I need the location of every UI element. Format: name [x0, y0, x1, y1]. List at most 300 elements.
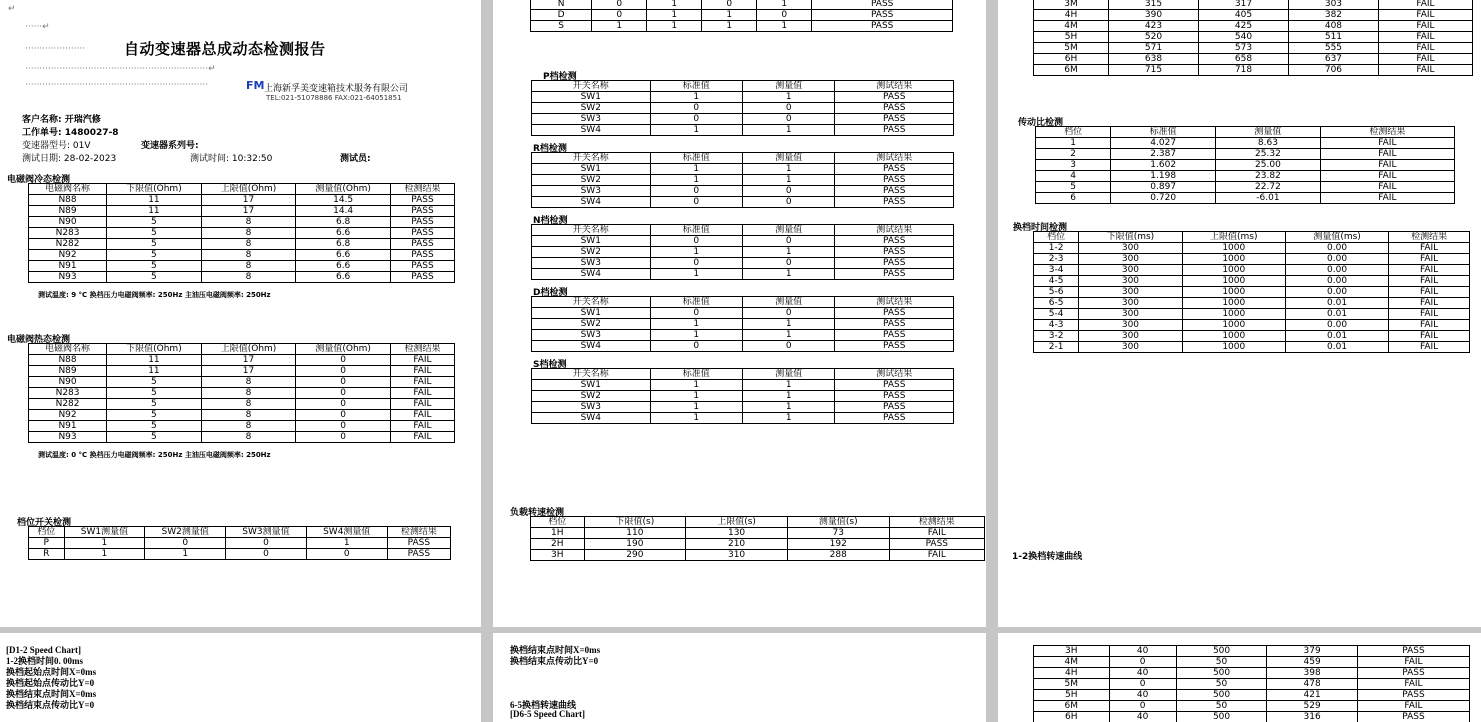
table-cell: 17	[201, 366, 296, 377]
table-cell: 23.82	[1216, 171, 1321, 182]
table-cell: 2-3	[1034, 254, 1079, 265]
table-cell: 520	[1109, 32, 1199, 43]
table-cell: 1	[145, 549, 226, 560]
column-header: 检测结果	[1389, 232, 1470, 243]
table-cell: 1	[306, 538, 387, 549]
table-cell: 390	[1109, 10, 1199, 21]
shift-time-table	[1033, 231, 1470, 353]
page-5	[493, 633, 986, 722]
table-cell: 6H	[1034, 712, 1110, 722]
table-cell: FAIL	[390, 410, 454, 421]
table-cell: 3-2	[1034, 331, 1079, 342]
table-header-row	[532, 297, 954, 308]
column-header: SW3测量值	[226, 527, 307, 538]
table-cell: 1	[650, 319, 742, 330]
table-cell: 0	[702, 0, 757, 10]
table-cell: 40	[1109, 668, 1176, 679]
table-cell: 6	[1036, 193, 1111, 204]
table-row	[532, 197, 954, 208]
table-cell: 1	[650, 391, 742, 402]
load-speed-table-continued	[1033, 0, 1473, 76]
table-cell: PASS	[835, 391, 954, 402]
table-cell: SW3	[532, 330, 651, 341]
s-gear-table	[531, 368, 954, 424]
ratio-section-title: 传动比检测	[1018, 118, 1064, 128]
table-cell: PASS	[1357, 646, 1469, 657]
para-marks: ······↵	[25, 22, 50, 32]
table-row	[531, 539, 985, 550]
table-cell: 5	[107, 377, 202, 388]
table-row	[1034, 712, 1470, 722]
table-cell: 316	[1267, 712, 1358, 722]
table-cell: 637	[1288, 54, 1378, 65]
table-cell: 0	[742, 236, 834, 247]
table-cell: PASS	[835, 236, 954, 247]
table-cell: N90	[29, 217, 107, 228]
table-cell: 317	[1198, 0, 1288, 10]
table-row	[29, 399, 455, 410]
table-cell: 0	[650, 186, 742, 197]
info-line: 1-2换档时间0. 00ms	[6, 656, 83, 666]
table-cell: 25.32	[1216, 149, 1321, 160]
table-cell: 0.01	[1285, 342, 1388, 353]
table-cell: PASS	[387, 549, 450, 560]
table-cell: 40	[1109, 690, 1176, 701]
table-cell: 50	[1176, 679, 1267, 690]
table-cell: PASS	[390, 195, 454, 206]
table-row	[1034, 265, 1470, 276]
table-cell: 8	[201, 261, 296, 272]
table-cell: PASS	[835, 269, 954, 280]
table-cell: 1000	[1182, 265, 1285, 276]
hot-solenoid-table	[28, 343, 455, 443]
table-cell: 1	[64, 549, 145, 560]
column-header: 档位	[1036, 127, 1111, 138]
table-row	[1034, 298, 1470, 309]
para-marks: ↵	[8, 4, 16, 14]
table-row	[531, 0, 953, 10]
table-cell: 8	[201, 239, 296, 250]
table-cell: 6H	[1034, 54, 1109, 65]
table-row	[532, 413, 954, 424]
table-cell: 398	[1267, 668, 1358, 679]
table-cell: FAIL	[1389, 331, 1470, 342]
table-cell: 5H	[1034, 690, 1110, 701]
table-cell: 190	[584, 539, 686, 550]
table-cell: 1	[742, 175, 834, 186]
table-cell: FAIL	[1357, 701, 1469, 712]
table-row	[29, 228, 455, 239]
test-time: 测试时间: 10:32:50	[190, 154, 273, 164]
gear-switch-table	[28, 526, 451, 560]
table-cell: 25.00	[1216, 160, 1321, 171]
table-cell: FAIL	[1389, 265, 1470, 276]
column-header: 标准值	[650, 225, 742, 236]
column-header: 检测结果	[1320, 127, 1454, 138]
table-cell: 0.897	[1111, 182, 1216, 193]
table-cell: 0	[757, 10, 812, 21]
column-header: 测量值	[742, 369, 834, 380]
column-header: 开关名称	[532, 153, 651, 164]
table-cell: 1000	[1182, 309, 1285, 320]
table-cell: SW2	[532, 319, 651, 330]
table-cell: 500	[1176, 668, 1267, 679]
table-row	[29, 217, 455, 228]
table-cell: PASS	[835, 164, 954, 175]
table-cell: 1	[650, 247, 742, 258]
table-cell: 718	[1198, 65, 1288, 76]
hot-section-title: 电磁阀热态检测	[7, 335, 71, 345]
table-cell: N283	[29, 228, 107, 239]
table-cell: 1000	[1182, 287, 1285, 298]
table-cell: 73	[787, 528, 889, 539]
table-cell: 0	[296, 410, 391, 421]
table-cell: 5-4	[1034, 309, 1079, 320]
table-cell: 8	[201, 377, 296, 388]
table-cell: SW4	[532, 413, 651, 424]
table-cell: 1-2	[1034, 243, 1079, 254]
table-cell: PASS	[835, 330, 954, 341]
table-cell: 1	[742, 319, 834, 330]
table-cell: 0	[592, 0, 647, 10]
table-cell: FAIL	[1389, 342, 1470, 353]
table-row	[532, 258, 954, 269]
table-cell: 2.387	[1111, 149, 1216, 160]
hot-test-note: 测试温度: 0 °C 换档压力电磁阀频率: 250Hz 主油压电磁阀频率: 250Hz	[38, 451, 271, 459]
table-cell: 4-3	[1034, 320, 1079, 331]
table-cell: PASS	[1357, 690, 1469, 701]
table-cell: 3H	[531, 550, 585, 561]
column-header: 检测结果	[889, 517, 984, 528]
table-cell: 1000	[1182, 331, 1285, 342]
table-cell: N90	[29, 377, 107, 388]
table-cell: 0	[226, 538, 307, 549]
table-header-row	[531, 517, 985, 528]
p-gear-table	[531, 80, 954, 136]
column-header: SW4测量值	[306, 527, 387, 538]
table-row	[29, 250, 455, 261]
table-cell: 8.63	[1216, 138, 1321, 149]
customer-name: 客户名称: 开瑞汽修	[22, 115, 101, 125]
table-cell: FAIL	[1378, 54, 1472, 65]
table-cell: PASS	[835, 319, 954, 330]
table-cell: 715	[1109, 65, 1199, 76]
table-cell: 0	[226, 549, 307, 560]
table-cell: 1000	[1182, 298, 1285, 309]
table-cell: R	[29, 549, 65, 560]
table-cell: 303	[1288, 0, 1378, 10]
table-cell: 421	[1267, 690, 1358, 701]
table-cell: 706	[1288, 65, 1378, 76]
table-row	[1034, 331, 1470, 342]
table-row	[29, 388, 455, 399]
table-cell: 1H	[531, 528, 585, 539]
table-row	[1034, 254, 1470, 265]
table-cell: 192	[787, 539, 889, 550]
table-cell: 4	[1036, 171, 1111, 182]
table-cell: 1000	[1182, 320, 1285, 331]
info-line: 换档结束点时间X=0ms	[510, 645, 601, 655]
table-cell: N91	[29, 421, 107, 432]
table-cell: 0	[650, 308, 742, 319]
column-header: 测量值(Ohm)	[296, 184, 391, 195]
info-line: 换档起始点传动比Y=0	[6, 678, 95, 688]
table-cell: 5-6	[1034, 287, 1079, 298]
table-cell: 0	[742, 308, 834, 319]
table-cell: N282	[29, 399, 107, 410]
column-header: 开关名称	[532, 369, 651, 380]
table-cell: N88	[29, 355, 107, 366]
table-cell: 5M	[1034, 679, 1110, 690]
table-cell: 8	[201, 272, 296, 283]
table-cell: PASS	[835, 402, 954, 413]
table-cell: 6-5	[1034, 298, 1079, 309]
table-cell: FAIL	[1320, 160, 1454, 171]
table-cell: 4.027	[1111, 138, 1216, 149]
table-cell: FAIL	[390, 355, 454, 366]
column-header: 开关名称	[532, 297, 651, 308]
column-header: 开关名称	[532, 81, 651, 92]
table-cell: N92	[29, 410, 107, 421]
table-cell: 17	[201, 355, 296, 366]
table-cell: PASS	[390, 217, 454, 228]
table-cell: PASS	[812, 21, 953, 32]
table-cell: 0	[1109, 701, 1176, 712]
table-row	[1034, 668, 1470, 679]
column-header: 档位	[531, 517, 585, 528]
table-cell: PASS	[835, 175, 954, 186]
table-cell: 5	[107, 410, 202, 421]
table-cell: PASS	[835, 341, 954, 352]
table-cell: 6.6	[296, 261, 391, 272]
table-cell: 8	[201, 228, 296, 239]
table-cell: 310	[686, 550, 788, 561]
curve-6-5-label: 6-5换档转速曲线	[510, 700, 576, 710]
table-cell: FAIL	[889, 528, 984, 539]
column-header: 下限值(Ohm)	[107, 344, 202, 355]
page-6	[998, 633, 1481, 722]
table-row	[532, 186, 954, 197]
table-header-row	[29, 527, 451, 538]
table-cell: 300	[1079, 265, 1182, 276]
table-cell: FAIL	[1320, 171, 1454, 182]
table-row	[1034, 309, 1470, 320]
column-header: 测试结果	[835, 225, 954, 236]
table-header-row	[532, 225, 954, 236]
table-cell: 8	[201, 399, 296, 410]
tester: 测试员:	[340, 154, 371, 164]
table-cell: 1	[742, 413, 834, 424]
table-row	[1034, 342, 1470, 353]
table-cell: 300	[1079, 276, 1182, 287]
table-row	[29, 261, 455, 272]
table-cell: 6M	[1034, 701, 1110, 712]
table-cell: SW2	[532, 391, 651, 402]
table-cell: 0	[742, 258, 834, 269]
table-row	[1034, 657, 1470, 668]
column-header: 测量值(ms)	[1285, 232, 1388, 243]
column-header: SW2测量值	[145, 527, 226, 538]
table-cell: 1	[742, 269, 834, 280]
table-cell: 658	[1198, 54, 1288, 65]
table-cell: SW4	[532, 269, 651, 280]
table-row	[532, 341, 954, 352]
transmission-series: 变速器系列号:	[141, 141, 199, 151]
table-cell: 300	[1079, 331, 1182, 342]
table-cell: 5	[107, 399, 202, 410]
table-cell: 6.6	[296, 250, 391, 261]
table-row	[29, 432, 455, 443]
table-row	[29, 410, 455, 421]
ratio-table	[1035, 126, 1455, 204]
table-row	[29, 377, 455, 388]
table-cell: SW2	[532, 175, 651, 186]
n-gear-title: N档检测	[533, 216, 568, 226]
cold-solenoid-table	[28, 183, 455, 283]
table-cell: 1	[650, 175, 742, 186]
table-row	[1034, 679, 1470, 690]
company-name: 上海新孚美变速箱技术服务有限公司	[264, 84, 409, 94]
table-cell: 1	[650, 330, 742, 341]
table-cell: 5	[107, 261, 202, 272]
table-cell: FAIL	[1389, 287, 1470, 298]
table-cell: 1	[650, 269, 742, 280]
table-cell: 0.01	[1285, 331, 1388, 342]
table-cell: PASS	[835, 413, 954, 424]
table-cell: 0	[296, 377, 391, 388]
table-header-row	[1036, 127, 1455, 138]
speed-table	[1033, 645, 1470, 722]
table-cell: FAIL	[390, 377, 454, 388]
table-cell: 3H	[1034, 646, 1110, 657]
table-cell: 288	[787, 550, 889, 561]
table-row	[29, 206, 455, 217]
load-speed-title: 负载转速检测	[510, 508, 565, 518]
table-cell: 6.6	[296, 272, 391, 283]
table-row	[1036, 138, 1455, 149]
table-cell: 1	[647, 0, 702, 10]
table-row	[532, 236, 954, 247]
info-line: 换档结束点时间X=0ms	[6, 689, 97, 699]
column-header: 测试结果	[835, 297, 954, 308]
column-header: 检测结果	[387, 527, 450, 538]
info-line: [D1-2 Speed Chart]	[6, 645, 81, 655]
cold-section-title: 电磁阀冷态检测	[7, 175, 71, 185]
table-cell: N91	[29, 261, 107, 272]
table-cell: 478	[1267, 679, 1358, 690]
table-cell: N93	[29, 432, 107, 443]
table-cell: SW4	[532, 197, 651, 208]
table-cell: 5M	[1034, 43, 1109, 54]
table-cell: 1	[592, 21, 647, 32]
para-marks: ································································↵	[25, 64, 216, 74]
table-cell: 8	[201, 432, 296, 443]
table-cell: 300	[1079, 320, 1182, 331]
curve-1-2-label: 1-2换档转速曲线	[1012, 552, 1083, 562]
column-header: 测试结果	[835, 81, 954, 92]
d-gear-table	[531, 296, 954, 352]
company-logo: FM	[246, 79, 265, 92]
transmission-model: 变速器型号: 01V	[22, 141, 91, 151]
table-cell: FAIL	[1378, 65, 1472, 76]
table-cell: FAIL	[390, 399, 454, 410]
column-header: 测试结果	[835, 153, 954, 164]
table-cell: FAIL	[1320, 138, 1454, 149]
table-cell: 1	[742, 125, 834, 136]
table-row	[1034, 701, 1470, 712]
table-row	[1034, 10, 1473, 21]
table-cell: 4H	[1034, 10, 1109, 21]
table-cell: 5H	[1034, 32, 1109, 43]
table-cell: 425	[1198, 21, 1288, 32]
table-row	[532, 319, 954, 330]
para-marks: ·····················	[25, 44, 86, 54]
table-cell: 0	[650, 236, 742, 247]
table-cell: 0	[650, 341, 742, 352]
table-cell: N283	[29, 388, 107, 399]
table-cell: 14.4	[296, 206, 391, 217]
table-cell: 300	[1079, 309, 1182, 320]
table-cell: 3M	[1034, 0, 1109, 10]
table-cell: 1	[1036, 138, 1111, 149]
table-cell: 290	[584, 550, 686, 561]
table-cell: PASS	[390, 228, 454, 239]
table-cell: FAIL	[1357, 657, 1469, 668]
table-row	[1034, 646, 1470, 657]
table-cell: 0	[592, 10, 647, 21]
column-header: 上限值(ms)	[1182, 232, 1285, 243]
column-header: 标准值	[650, 369, 742, 380]
table-cell: PASS	[835, 380, 954, 391]
table-cell: 5	[107, 388, 202, 399]
table-row	[29, 239, 455, 250]
table-cell: 50	[1176, 657, 1267, 668]
table-cell: 1	[650, 125, 742, 136]
table-cell: FAIL	[1389, 254, 1470, 265]
table-cell: 500	[1176, 712, 1267, 722]
table-cell: PASS	[835, 92, 954, 103]
table-cell: 1	[650, 164, 742, 175]
table-row	[532, 103, 954, 114]
table-cell: 1	[742, 391, 834, 402]
table-cell: 0	[1109, 679, 1176, 690]
table-cell: PASS	[835, 125, 954, 136]
table-cell: N282	[29, 239, 107, 250]
table-cell: D	[531, 10, 592, 21]
table-cell: PASS	[835, 186, 954, 197]
table-row	[1036, 193, 1455, 204]
table-cell: FAIL	[1357, 679, 1469, 690]
table-row	[1036, 182, 1455, 193]
page-4	[0, 633, 481, 722]
table-cell: 0.00	[1285, 254, 1388, 265]
column-header: 测量值(Ohm)	[296, 344, 391, 355]
table-cell: 300	[1079, 298, 1182, 309]
table-cell: FAIL	[1378, 0, 1472, 10]
table-cell: 1	[742, 402, 834, 413]
table-cell: 130	[686, 528, 788, 539]
table-row	[532, 175, 954, 186]
column-header: 标准值	[650, 297, 742, 308]
table-row	[29, 355, 455, 366]
table-cell: FAIL	[390, 421, 454, 432]
load-speed-table	[530, 516, 985, 561]
table-cell: 8	[201, 388, 296, 399]
table-cell: SW2	[532, 103, 651, 114]
table-cell: SW3	[532, 114, 651, 125]
table-cell: S	[531, 21, 592, 32]
table-cell: -6.01	[1216, 193, 1321, 204]
